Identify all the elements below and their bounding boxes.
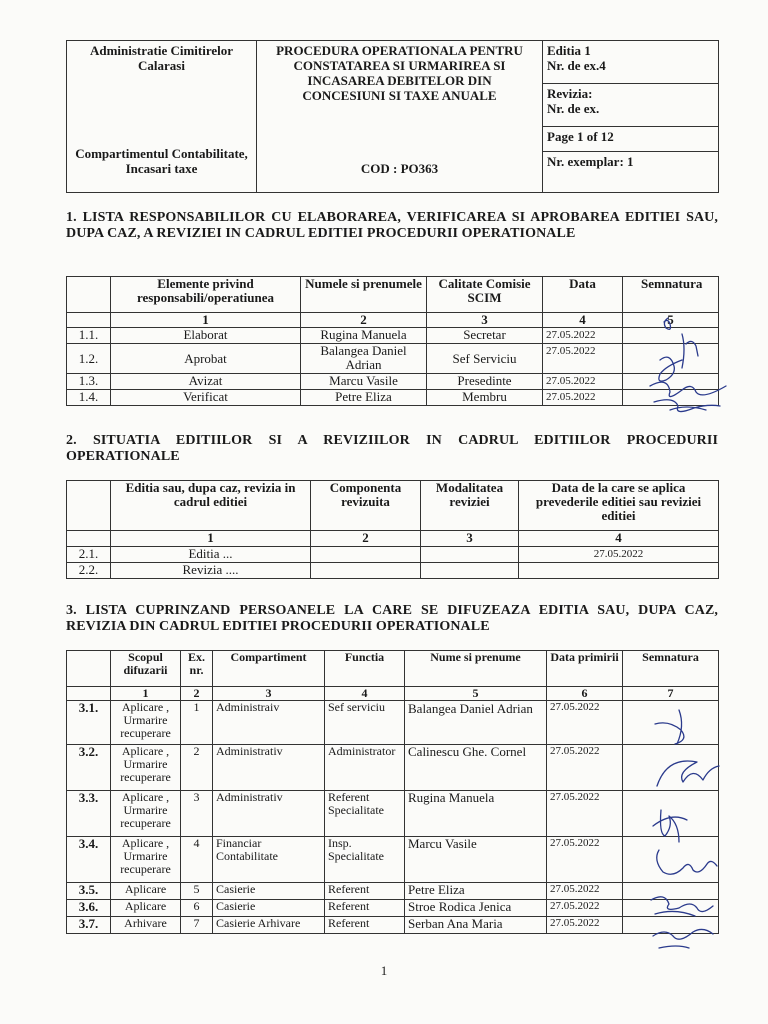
col-header: Editia sau, dupa caz, revizia in cadrul editiei xyxy=(111,481,311,531)
index-cell: 7 xyxy=(623,687,719,701)
operation: Avizat xyxy=(111,374,301,390)
department: Casierie Arhivare xyxy=(213,917,325,934)
col-header: Data xyxy=(543,277,623,313)
operation: Aprobat xyxy=(111,344,301,374)
scope: Aplicare , Urmarire recuperare xyxy=(111,701,181,745)
row-number: 3.1. xyxy=(67,701,111,745)
col-header: Functia xyxy=(325,651,405,687)
col-header: Numele si prenumele xyxy=(301,277,427,313)
scope: Aplicare , Urmarire recuperare xyxy=(111,745,181,791)
row-number: 1.2. xyxy=(67,344,111,374)
col-header: Data primirii xyxy=(547,651,623,687)
table-row xyxy=(67,837,719,883)
index-row xyxy=(67,313,719,328)
modality xyxy=(421,563,519,579)
copy-nr: 1 xyxy=(181,701,213,745)
index-cell: 6 xyxy=(547,687,623,701)
editions-table xyxy=(66,480,719,579)
date: 27.05.2022 xyxy=(547,837,623,883)
department: Financiar Contabilitate xyxy=(213,837,325,883)
row-number: 3.7. xyxy=(67,917,111,934)
distribution-table xyxy=(66,650,719,934)
date: 27.05.2022 xyxy=(547,701,623,745)
scope: Aplicare xyxy=(111,900,181,917)
date: 27.05.2022 xyxy=(547,917,623,934)
header-title-cell xyxy=(257,41,543,193)
index-cell: 1 xyxy=(111,313,301,328)
table-row xyxy=(67,328,719,344)
person-name: Rugina Manuela xyxy=(405,791,547,837)
index-cell: 5 xyxy=(623,313,719,328)
copy-nr: 6 xyxy=(181,900,213,917)
procedure-title: PROCEDURA OPERATIONALA PENTRU CONSTATAREA SI URMARIREA SI INCASAREA DEBITELOR DIN CONCESIUNI SI TAXE ANUALE xyxy=(276,43,523,103)
index-row xyxy=(67,531,719,547)
operation: Verificat xyxy=(111,390,301,406)
function: Referent Specialitate xyxy=(325,791,405,837)
row-number: 3.2. xyxy=(67,745,111,791)
date: 27.05.2022 xyxy=(543,344,623,374)
col-header: Ex. nr. xyxy=(181,651,213,687)
col-header: Calitate Comisie SCIM xyxy=(427,277,543,313)
copy-number: Nr. exemplar: 1 xyxy=(547,154,634,169)
col-header: Data de la care se aplica prevederile editiei sau reviziei editiei xyxy=(519,481,719,531)
department-name: Compartimentul Contabilitate, Incasari taxe xyxy=(75,146,248,176)
row-number: 3.4. xyxy=(67,837,111,883)
edition-label: Editia 1 xyxy=(547,43,591,58)
role: Membru xyxy=(427,390,543,406)
person-name: Petre Eliza xyxy=(405,883,547,900)
function: Administrator xyxy=(325,745,405,791)
index-cell: 4 xyxy=(325,687,405,701)
row-number: 3.6. xyxy=(67,900,111,917)
table-row xyxy=(67,883,719,900)
page-of-total: Page 1 of 12 xyxy=(543,127,718,152)
date: 27.05.2022 xyxy=(543,374,623,390)
person-name: Balangea Daniel Adrian xyxy=(405,701,547,745)
index-cell: 1 xyxy=(111,531,311,547)
col-header: Modalitatea reviziei xyxy=(421,481,519,531)
function: Referent xyxy=(325,900,405,917)
copy-nr: 5 xyxy=(181,883,213,900)
index-cell: 3 xyxy=(213,687,325,701)
person-name: Petre Eliza xyxy=(301,390,427,406)
edition-name: Revizia .... xyxy=(111,563,311,579)
col-header: Compartiment xyxy=(213,651,325,687)
role: Secretar xyxy=(427,328,543,344)
person-name: Rugina Manuela xyxy=(301,328,427,344)
table-row xyxy=(67,390,719,406)
section2-title: 2. SITUATIA EDITIILOR SI A REVIZIILOR IN CADRUL EDITIILOR PROCEDURII OPERATIONALE xyxy=(66,433,718,464)
table-row xyxy=(67,563,719,579)
table-row xyxy=(67,900,719,917)
index-cell: 3 xyxy=(427,313,543,328)
operation: Elaborat xyxy=(111,328,301,344)
date: 27.05.2022 xyxy=(519,547,719,563)
date: 27.05.2022 xyxy=(543,390,623,406)
copy-nr: 2 xyxy=(181,745,213,791)
index-cell: 1 xyxy=(111,687,181,701)
section1-title: 1. LISTA RESPONSABILILOR CU ELABORAREA, VERIFICAREA SI APROBAREA EDITIEI SAU, DUPA CAZ, A REVIZIEI IN CADRUL EDITIEI PROCEDURII OPERATIONALE xyxy=(66,210,718,241)
signature-strokes-section3 xyxy=(635,700,730,960)
procedure-code: COD : PO363 xyxy=(360,161,439,176)
row-number: 2.1. xyxy=(67,547,111,563)
edition-copies: Nr. de ex.4 xyxy=(547,58,606,73)
edition-name: Editia ... xyxy=(111,547,311,563)
function: Sef serviciu xyxy=(325,701,405,745)
page-number: 1 xyxy=(380,963,388,978)
revision-copies: Nr. de ex. xyxy=(547,101,600,116)
section3-title: 3. LISTA CUPRINZAND PERSOANELE LA CARE SE DIFUZEAZA EDITIA SAU, DUPA CAZ, REVIZIA DIN CADRUL EDITIEI PROCEDURII OPERATIONALE xyxy=(66,603,718,634)
signature-strokes-section1 xyxy=(640,310,730,420)
col-header: Semnatura xyxy=(623,277,719,313)
edition-block xyxy=(543,41,718,84)
date: 27.05.2022 xyxy=(547,900,623,917)
department: Casierie xyxy=(213,883,325,900)
copy-nr: 3 xyxy=(181,791,213,837)
index-cell: 2 xyxy=(311,531,421,547)
person-name: Serban Ana Maria xyxy=(405,917,547,934)
revision-block xyxy=(543,84,718,127)
col-header: Nume si prenume xyxy=(405,651,547,687)
person-name: Calinescu Ghe. Cornel xyxy=(405,745,547,791)
col-header: Elemente privind responsabili/operatiunea xyxy=(111,277,301,313)
department: Administrativ xyxy=(213,791,325,837)
table-row xyxy=(67,344,719,374)
col-header: Componenta revizuita xyxy=(311,481,421,531)
date: 27.05.2022 xyxy=(547,791,623,837)
person-name: Balangea Daniel Adrian xyxy=(301,344,427,374)
index-cell: 3 xyxy=(421,531,519,547)
revision-label: Revizia: xyxy=(547,86,593,101)
department: Administraiv xyxy=(213,701,325,745)
scope: Aplicare , Urmarire recuperare xyxy=(111,837,181,883)
modality xyxy=(421,547,519,563)
index-cell: 2 xyxy=(181,687,213,701)
department: Administrativ xyxy=(213,745,325,791)
date xyxy=(519,563,719,579)
index-cell: 5 xyxy=(405,687,547,701)
function: Referent xyxy=(325,917,405,934)
row-number: 2.2. xyxy=(67,563,111,579)
responsibles-table xyxy=(66,276,719,406)
table-row xyxy=(67,745,719,791)
row-number: 1.1. xyxy=(67,328,111,344)
table-header-row xyxy=(67,481,719,531)
table-row xyxy=(67,374,719,390)
col-header: Scopul difuzarii xyxy=(111,651,181,687)
copy-nr: 4 xyxy=(181,837,213,883)
header-institution-cell xyxy=(67,41,257,193)
row-number: 3.5. xyxy=(67,883,111,900)
table-row xyxy=(67,701,719,745)
row-number: 3.3. xyxy=(67,791,111,837)
component xyxy=(311,563,421,579)
index-cell: 4 xyxy=(519,531,719,547)
index-cell: 2 xyxy=(301,313,427,328)
copy-nr: 7 xyxy=(181,917,213,934)
scope: Aplicare xyxy=(111,883,181,900)
header-table xyxy=(66,40,719,193)
role: Sef Serviciu xyxy=(427,344,543,374)
scope: Arhivare xyxy=(111,917,181,934)
table-header-row xyxy=(67,651,719,687)
function: Referent xyxy=(325,883,405,900)
department: Casierie xyxy=(213,900,325,917)
role: Presedinte xyxy=(427,374,543,390)
date: 27.05.2022 xyxy=(543,328,623,344)
institution-name: Administratie Cimitirelor Calarasi xyxy=(89,43,234,73)
header-info-cell xyxy=(543,41,719,193)
row-number: 1.4. xyxy=(67,390,111,406)
index-row xyxy=(67,687,719,701)
table-header-row xyxy=(67,277,719,313)
person-name: Stroe Rodica Jenica xyxy=(405,900,547,917)
person-name: Marcu Vasile xyxy=(405,837,547,883)
component xyxy=(311,547,421,563)
person-name: Marcu Vasile xyxy=(301,374,427,390)
table-row xyxy=(67,917,719,934)
index-cell: 4 xyxy=(543,313,623,328)
col-header: Semnatura xyxy=(623,651,719,687)
date: 27.05.2022 xyxy=(547,883,623,900)
scope: Aplicare , Urmarire recuperare xyxy=(111,791,181,837)
function: Insp. Specialitate xyxy=(325,837,405,883)
date: 27.05.2022 xyxy=(547,745,623,791)
table-row xyxy=(67,791,719,837)
row-number: 1.3. xyxy=(67,374,111,390)
table-row xyxy=(67,547,719,563)
